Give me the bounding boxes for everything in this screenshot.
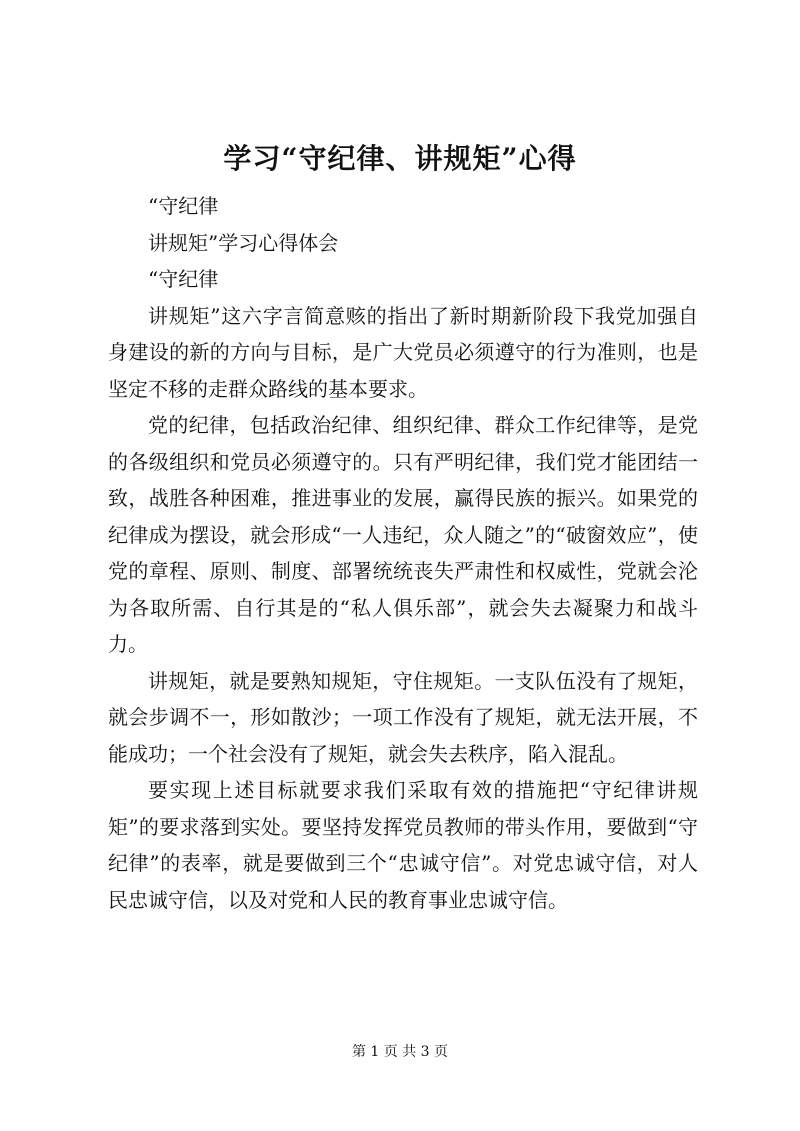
document-title: 学习“守纪律、讲规矩”心得 <box>223 142 577 175</box>
paragraph: “守纪律 <box>148 194 219 218</box>
paragraph: 党的纪律，包括政治纪律、组织纪律、群众工作纪律等，是党的各级组织和党员必须遵守的。只有严明纪律，我们党才能团结一致，战胜各种困难，推进事业的发展，赢得民族的振兴。如果党的纪律成为摆设，就会形成“一人违纪，众人随之”的“破窗效应”，使党的章程、原则、制度、部署统统丧失严肃性和权威性，党就会沦为各取所需、自行其是的“私人俱乐部”，就会失去凝聚力和战斗力。 <box>108 413 698 656</box>
paragraph: 要实现上述目标就要求我们采取有效的措施把“守纪律讲规矩”的要求落到实处。要坚持发挥党员教师的带头作用，要做到“守纪律”的表率，就是要做到三个“忠诚守信”。对党忠诚守信，对人民忠诚守信，以及对党和人民的教育事业忠诚守信。 <box>108 778 698 912</box>
paragraph: “守纪律 <box>148 267 219 291</box>
document-body <box>108 188 698 918</box>
paragraph: 讲规矩”学习心得体会 <box>148 230 339 255</box>
page-number-footer: 第 1 页 共 3 页 <box>351 1044 449 1060</box>
paragraph: 讲规矩”这六字言简意赅的指出了新时期新阶段下我党加强自身建设的新的方向与目标，是广大党员必须遵守的行为准则，也是坚定不移的走群众路线的基本要求。 <box>108 303 698 401</box>
paragraph: 讲规矩，就是要熟知规矩，守住规矩。一支队伍没有了规矩，就会步调不一，形如散沙；一项工作没有了规矩，就无法开展，不能成功；一个社会没有了规矩，就会失去秩序，陷入混乱。 <box>108 668 698 766</box>
